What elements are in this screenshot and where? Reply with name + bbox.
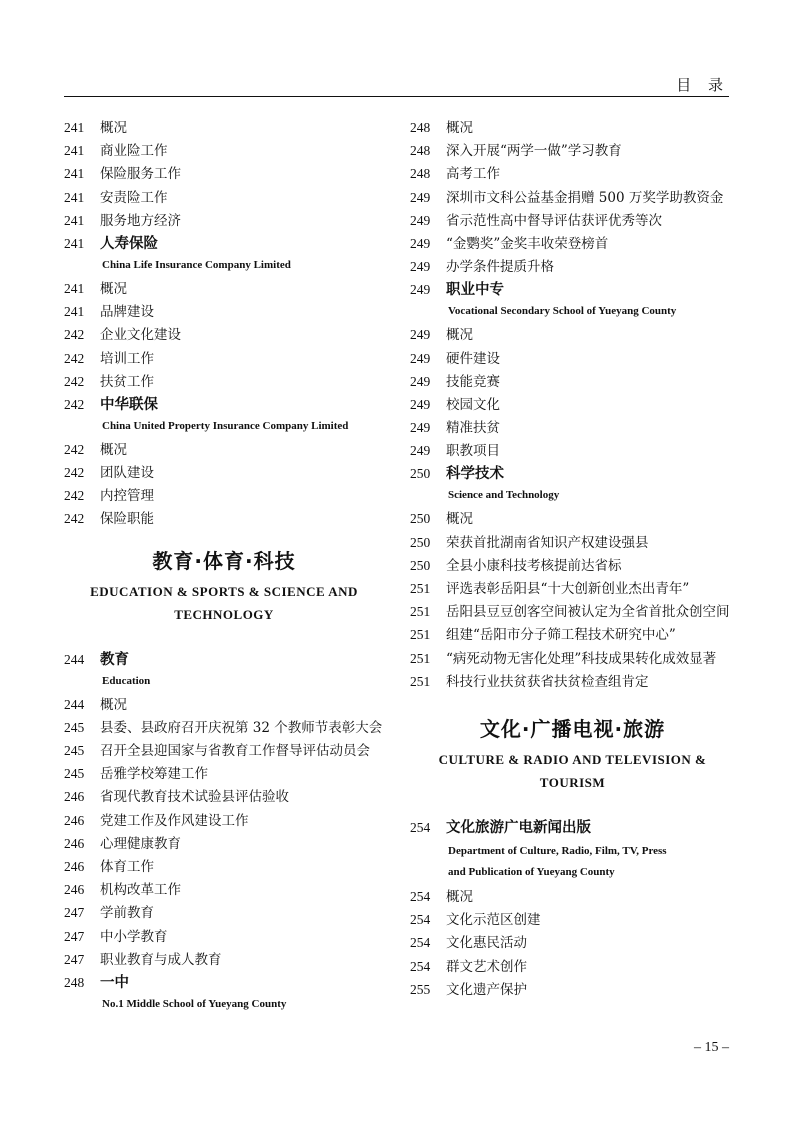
section-english-title: China Life Insurance Company Limited	[102, 258, 291, 271]
entry-page-number: 249	[410, 235, 431, 251]
entry-page-number: 241	[64, 280, 85, 296]
entry-title: 品牌建设	[100, 304, 154, 321]
toc-entry[interactable]	[410, 116, 735, 139]
section-english-title: Education	[102, 674, 151, 687]
toc-entry[interactable]	[64, 139, 384, 162]
section-page-number: 248	[64, 974, 85, 990]
entry-title: 内控管理	[100, 488, 154, 505]
entry-title: 概况	[446, 511, 473, 528]
entry-title: 岳雅学校筹建工作	[100, 766, 208, 783]
part-title: 教育·体育·科技	[152, 548, 296, 573]
entry-title: 文化示范区创建	[446, 912, 541, 929]
section-page-number: 250	[410, 466, 431, 482]
section-english-title: Science and Technology	[448, 489, 560, 502]
toc-group	[64, 693, 384, 971]
entry-page-number: 249	[410, 373, 431, 389]
entry-page-number: 254	[410, 958, 431, 974]
toc-entry[interactable]	[410, 393, 735, 416]
entry-title: 校园文化	[446, 396, 500, 413]
toc-entry[interactable]	[410, 577, 735, 600]
toc-entry[interactable]	[410, 370, 735, 393]
entry-page-number: 249	[410, 189, 431, 205]
toc-entry[interactable]	[64, 693, 384, 716]
entry-title: 服务地方经济	[100, 212, 181, 229]
toc-group	[410, 323, 735, 462]
section-english-line: and Publication of Yueyang County	[448, 865, 615, 878]
section-title: 中华联保	[100, 396, 158, 413]
toc-entry[interactable]	[410, 955, 735, 978]
entry-page-number: 245	[64, 766, 85, 782]
entry-title: 办学条件提质升格	[446, 259, 554, 276]
toc-entry[interactable]	[64, 855, 384, 878]
section-english-line: Department of Culture, Radio, Film, TV, Press	[448, 844, 667, 857]
entry-page-number: 242	[64, 327, 85, 343]
entry-page-number: 241	[64, 212, 85, 228]
toc-entry[interactable]	[64, 438, 384, 461]
toc-entry[interactable]	[64, 484, 384, 507]
entry-page-number: 244	[64, 696, 85, 712]
entry-page-number: 248	[410, 166, 431, 182]
entry-page-number: 251	[410, 650, 431, 666]
toc-entry[interactable]	[64, 116, 384, 139]
toc-entry[interactable]	[410, 647, 735, 670]
section-page-number: 241	[64, 235, 85, 251]
toc-group	[410, 885, 735, 1001]
entry-title: 商业险工作	[100, 143, 168, 160]
entry-title: 保险服务工作	[100, 166, 181, 183]
entry-title: 硬件建设	[446, 350, 500, 367]
entry-page-number: 246	[64, 858, 85, 874]
entry-title: 党建工作及作风建设工作	[100, 812, 249, 829]
entry-title: 概况	[100, 280, 127, 297]
entry-title: 企业文化建设	[100, 327, 181, 344]
toc-entry[interactable]	[64, 323, 384, 346]
page-header-title: 目 录	[676, 76, 729, 94]
entry-title: 深入开展“两学一做”学习教育	[446, 143, 622, 160]
entry-page-number: 249	[410, 350, 431, 366]
entry-page-number: 251	[410, 604, 431, 620]
toc-section-heading[interactable]	[410, 462, 735, 487]
toc-section-heading[interactable]	[64, 232, 384, 257]
toc-entry[interactable]	[64, 370, 384, 393]
entry-title: 文化惠民活动	[446, 935, 527, 952]
entry-title: 岳阳县豆豆创客空间被认定为全省首批众创空间	[446, 604, 730, 621]
toc-group	[64, 277, 384, 393]
entry-title: 全县小康科技考核提前达省标	[446, 557, 622, 574]
section-title: 人寿保险	[100, 235, 158, 252]
toc-entry[interactable]	[410, 931, 735, 954]
entry-page-number: 254	[410, 888, 431, 904]
section-title: 文化旅游广电新闻出版	[446, 819, 591, 836]
section-page-number: 249	[410, 282, 431, 298]
entry-title: 精准扶贫	[446, 420, 500, 437]
entry-page-number: 242	[64, 488, 85, 504]
entry-page-number: 250	[410, 557, 431, 573]
entry-page-number: 251	[410, 581, 431, 596]
toc-group	[64, 116, 384, 232]
toc-entry[interactable]	[410, 670, 735, 693]
entry-title: 学前教育	[100, 905, 154, 922]
entry-title: 文化遗产保护	[446, 981, 527, 998]
toc-entry[interactable]	[410, 439, 735, 462]
entry-page-number: 246	[64, 835, 85, 851]
entry-title: 荣获首批湖南省知识产权建设强县	[446, 534, 649, 551]
entry-title: 评选表彰岳阳县“十大创新创业杰出青年”	[446, 581, 690, 597]
entry-title: 扶贫工作	[100, 373, 154, 390]
entry-title: 团队建设	[100, 465, 154, 482]
section-page-number: 244	[64, 651, 85, 667]
toc-section-heading[interactable]	[410, 816, 735, 841]
entry-title: 群文艺术创作	[446, 958, 527, 975]
entry-title: 召开全县迎国家与省教育工作督导评估动员会	[100, 743, 370, 759]
entry-page-number: 249	[410, 420, 431, 436]
header-divider	[64, 96, 729, 97]
entry-title: 概况	[446, 327, 473, 344]
toc-entry[interactable]	[410, 416, 735, 439]
entry-page-number: 242	[64, 350, 85, 366]
part-english-line: EDUCATION & SPORTS & SCIENCE AND	[90, 583, 358, 599]
entry-page-number: 249	[410, 396, 431, 412]
toc-entry[interactable]	[410, 162, 735, 185]
entry-page-number: 247	[64, 905, 85, 921]
entry-title: 高考工作	[446, 166, 500, 183]
toc-entry[interactable]	[64, 785, 384, 808]
toc-entry[interactable]	[64, 809, 384, 832]
entry-title: 概况	[100, 696, 127, 713]
toc-entry[interactable]	[64, 277, 384, 300]
toc-entry[interactable]	[410, 978, 735, 1001]
toc-entry[interactable]	[64, 162, 384, 185]
toc-entry[interactable]	[410, 209, 735, 232]
entry-title: 机构改革工作	[100, 882, 181, 899]
toc-entry[interactable]	[64, 461, 384, 484]
entry-page-number: 254	[410, 912, 431, 928]
section-english-title: No.1 Middle School of Yueyang County	[102, 997, 287, 1010]
entry-title: 技能竞赛	[446, 373, 500, 390]
entry-page-number: 246	[64, 812, 85, 828]
entry-title: 培训工作	[100, 350, 154, 367]
toc-section-heading[interactable]	[64, 393, 384, 418]
section-page-number: 242	[64, 396, 85, 412]
toc-entry[interactable]	[410, 186, 735, 209]
page-number: – 15 –	[694, 1040, 729, 1055]
toc-entry[interactable]	[64, 209, 384, 232]
toc-entry[interactable]	[410, 323, 735, 346]
entry-title: 安责险工作	[100, 189, 168, 206]
entry-title: 组建“岳阳市分子筛工程技术研究中心”	[446, 627, 676, 644]
entry-page-number: 242	[64, 373, 85, 389]
entry-title: 体育工作	[100, 858, 154, 875]
toc-entry[interactable]	[410, 139, 735, 162]
entry-page-number: 251	[410, 673, 431, 689]
entry-page-number: 250	[410, 511, 431, 527]
entry-page-number: 249	[410, 259, 431, 275]
entry-title: 县委、县政府召开庆祝第 32 个教师节表彰大会	[100, 719, 383, 736]
section-title: 教育	[100, 651, 129, 668]
toc-entry[interactable]	[64, 716, 384, 739]
toc-entry[interactable]	[410, 255, 735, 278]
toc-entry[interactable]	[410, 623, 735, 646]
toc-entry[interactable]	[64, 739, 384, 762]
toc-entry[interactable]	[64, 347, 384, 370]
part-title: 文化·广播电视·旅游	[479, 716, 666, 741]
toc-entry[interactable]	[410, 885, 735, 908]
part-english-line: TECHNOLOGY	[174, 606, 274, 622]
toc-entry[interactable]	[410, 347, 735, 370]
toc-entry[interactable]	[64, 186, 384, 209]
section-page-number: 254	[410, 819, 431, 835]
toc-section-heading[interactable]	[64, 648, 384, 673]
part-english-line: CULTURE & RADIO AND TELEVISION &	[438, 751, 707, 767]
entry-title: 概况	[100, 120, 127, 136]
part-english-line: TOURISM	[539, 774, 606, 790]
entry-title: 科技行业扶贫获省扶贫检查组肯定	[446, 673, 649, 690]
entry-title: 省现代教育技术试验县评估验收	[100, 789, 289, 806]
toc-section-heading[interactable]	[64, 971, 384, 996]
entry-page-number: 249	[410, 327, 431, 343]
entry-page-number: 241	[64, 304, 85, 320]
entry-page-number: 254	[410, 935, 431, 951]
section-english-title	[410, 841, 735, 883]
toc-group	[64, 438, 384, 531]
toc-entry[interactable]	[410, 908, 735, 931]
entry-page-number: 242	[64, 441, 85, 457]
entry-title: 省示范性高中督导评估获评优秀等次	[446, 212, 662, 229]
section-title: 职业中专	[446, 282, 504, 299]
entry-page-number: 245	[64, 743, 85, 758]
toc-group	[410, 116, 735, 278]
entry-title: 职教项目	[446, 443, 500, 460]
toc-entry[interactable]	[64, 948, 384, 971]
entry-title: 保险职能	[100, 511, 154, 528]
entry-page-number: 247	[64, 951, 85, 967]
entry-page-number: 241	[64, 120, 85, 135]
toc-entry[interactable]	[410, 531, 735, 554]
entry-title: 职业教育与成人教育	[100, 951, 222, 968]
toc-entry[interactable]	[64, 901, 384, 924]
part-heading	[64, 545, 384, 626]
entry-page-number: 242	[64, 465, 85, 481]
entry-page-number: 246	[64, 789, 85, 805]
entry-page-number: 247	[64, 928, 85, 944]
toc-entry[interactable]	[64, 878, 384, 901]
entry-page-number: 241	[64, 166, 85, 182]
entry-title: “病死动物无害化处理”科技成果转化成效显著	[446, 650, 717, 667]
toc-entry[interactable]	[410, 507, 735, 530]
section-english-title: Vocational Secondary School of Yueyang County	[448, 305, 677, 318]
entry-title: 概况	[446, 120, 473, 136]
part-english-title	[64, 580, 384, 626]
entry-page-number: 251	[410, 627, 431, 643]
entry-page-number: 241	[64, 143, 85, 159]
toc-entry[interactable]	[64, 832, 384, 855]
entry-title: 深圳市文科公益基金捐赠 500 万奖学助教资金	[446, 189, 724, 206]
entry-page-number: 249	[410, 212, 431, 228]
toc-entry[interactable]	[410, 554, 735, 577]
toc-entry[interactable]	[410, 600, 735, 623]
toc-section-heading[interactable]	[410, 278, 735, 303]
entry-title: “金鹦奖”金奖丰收荣登榜首	[446, 235, 609, 252]
toc-entry[interactable]	[64, 762, 384, 785]
entry-page-number: 248	[410, 120, 431, 135]
toc-entry[interactable]	[64, 507, 384, 530]
entry-page-number: 246	[64, 882, 85, 898]
entry-page-number: 249	[410, 443, 431, 459]
entry-page-number: 255	[410, 981, 431, 997]
toc-left-column	[64, 116, 384, 1016]
part-english-title	[410, 748, 735, 794]
entry-page-number: 245	[64, 719, 85, 735]
entry-page-number: 242	[64, 511, 85, 527]
entry-page-number: 248	[410, 143, 431, 159]
entry-page-number: 250	[410, 534, 431, 550]
section-title: 科学技术	[446, 466, 504, 483]
entry-title: 概况	[100, 441, 127, 458]
toc-entry[interactable]	[410, 232, 735, 255]
part-heading	[410, 713, 735, 794]
entry-title: 中小学教育	[100, 928, 168, 945]
entry-title: 心理健康教育	[100, 835, 181, 852]
toc-entry[interactable]	[64, 300, 384, 323]
section-english-title: China United Property Insurance Company Limited	[102, 419, 349, 432]
toc-right-column	[410, 116, 735, 1001]
toc-entry[interactable]	[64, 925, 384, 948]
toc-group	[410, 507, 735, 693]
entry-page-number: 241	[64, 189, 85, 205]
entry-title: 概况	[446, 888, 473, 905]
section-title: 一中	[100, 974, 129, 991]
